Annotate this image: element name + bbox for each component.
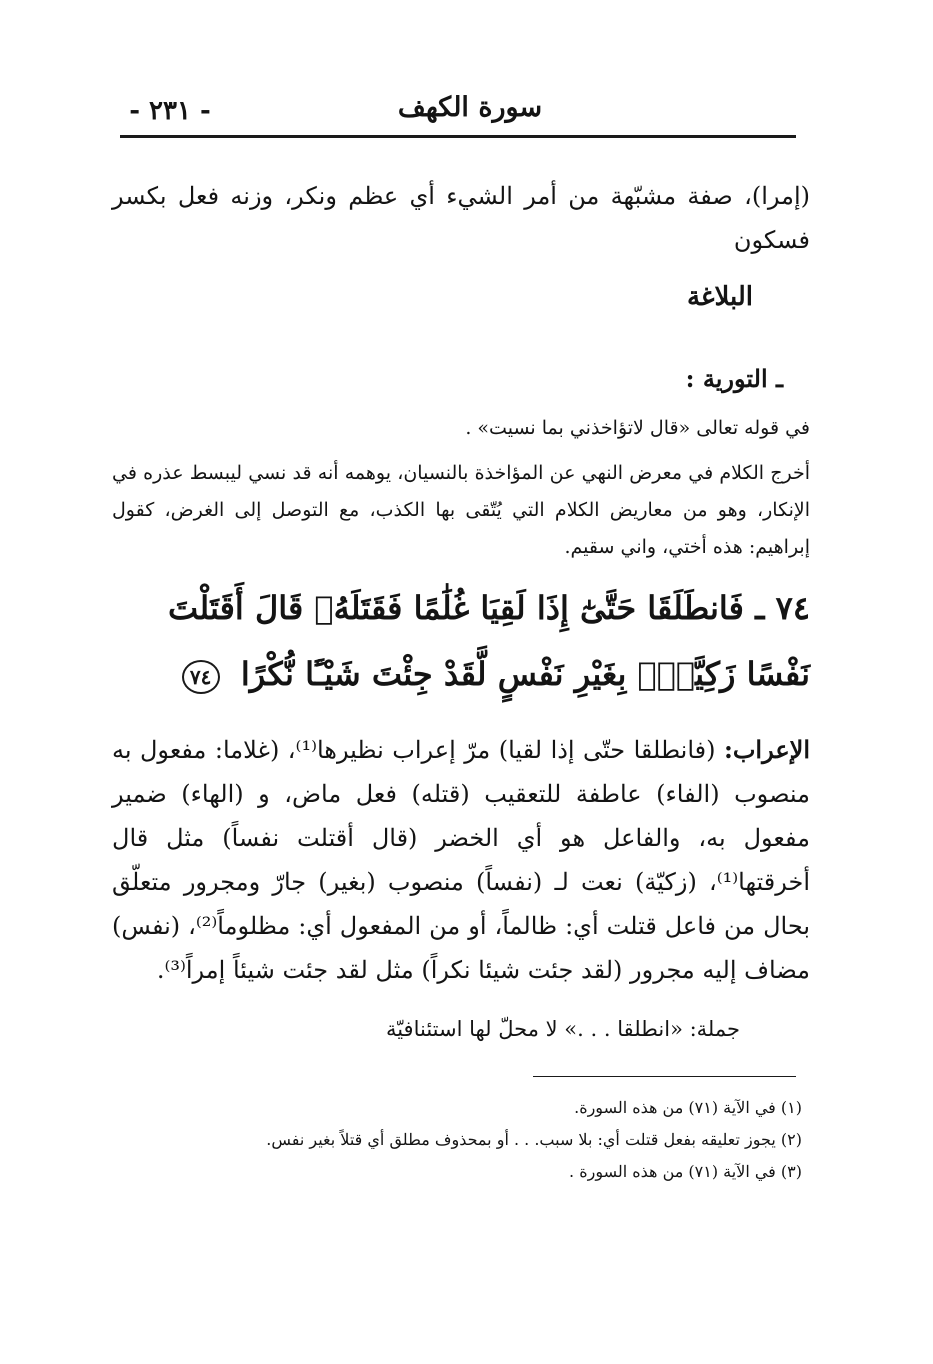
footnote-2: (٢) يجوز تعليقه بفعل قتلت أي: بلا سبب. . . أو بمحذوف مطلق أي قتلاً بغير نفس. (266, 1130, 802, 1149)
tawriya-paragraph: أخرج الكلام في معرض النهي عن المؤاخذة بالنسيان، يوهمه أنه قد نسي ليبسط عذره في الإنكار، وهو من معاريض الكلام التي يُتّقى بها الكذب، مع التوصل إلى الغرض، كقول إبراهيم: هذه أختي، واني سقيم. (112, 462, 810, 558)
footnote-3: (٣) في الآية (٧١) من هذه السورة . (569, 1162, 802, 1181)
tawriya-heading: ـ التورية : (685, 364, 783, 393)
verse-end-marker: ٧٤ (182, 660, 220, 694)
intro-paragraph: (إمرا)، صفة مشبّهة من أمر الشيء أي عظم ونكر، وزنه فعل بكسر فسكون (112, 182, 810, 254)
irab-text: (فانطلقا حتّى إذا لقيا) مرّ إعراب نظيرها⁽¹⁾، (غلاما: مفعول به منصوب (الفاء) عاطفة للتعقيب (قتله) فعل ماض، و (الهاء) ضمير مفعول به، والفاعل هو أي الخضر (قال أقتلت نفساً) مثل قال أخرقتها⁽¹⁾، (زكيّة) نعت لـ (نفساً) منصوب (بغير) جارّ ومجرور متعلّق بحال من فاعل قتلت أي: ظالماً، أو من المفعول أي: مظلوماً⁽²⁾، (نفس) مضاف إليه مجرور (لقد جئت شيئا نكراً) مثل لقد جئت شيئاً إمراً⁽³⁾. (112, 736, 810, 984)
footnotes (112, 1092, 802, 1188)
irab-label: الإعراب: (723, 735, 810, 764)
tawriya-quote-line: في قوله تعالى «قال لاتؤاخذني بما نسيت» . (465, 417, 810, 439)
quran-verse (112, 575, 810, 707)
footnote-1: (١) في الآية (٧١) من هذه السورة. (574, 1098, 802, 1117)
header-divider (120, 135, 796, 138)
irab-paragraph (112, 728, 810, 992)
verse-number: ٧٤ ـ (755, 589, 810, 627)
surah-title: سورة الكهف (397, 92, 543, 123)
jumla-note: جملة: «انطلقا . . .» لا محلّ لها استئنافيّة (385, 1017, 740, 1041)
verse-text: فَانطَلَقَا حَتَّىٰٓ إِذَا لَقِيَا غُلَٰمًا فَقَتَلَهُۥ قَالَ أَقَتَلْتَ نَفْسًا زَكِيَّةًۢ بِغَيْرِ نَفْسٍ لَّقَدْ جِئْتَ شَيْـًٔا نُّكْرًا (167, 589, 810, 693)
footnote-divider (533, 1076, 796, 1077)
page-number: - ٢٣١ - (129, 96, 211, 126)
section-heading-balagha: البلاغة (686, 282, 753, 312)
